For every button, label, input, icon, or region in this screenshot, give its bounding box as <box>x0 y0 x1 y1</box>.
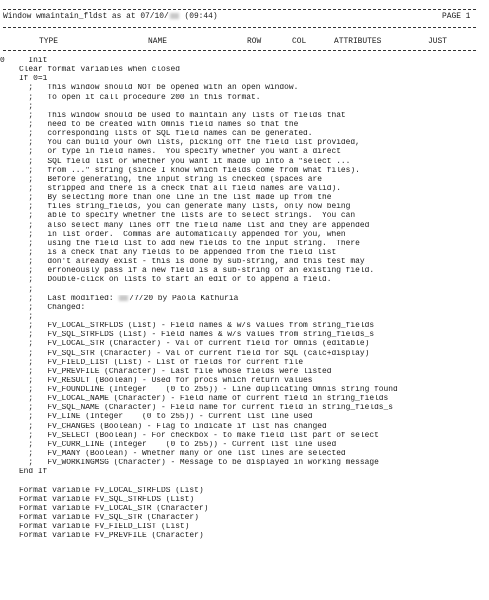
page-number: PAGE 1 <box>442 12 471 21</box>
code-line <box>0 286 489 295</box>
code-line <box>0 94 489 103</box>
code-line-text: ; is a check that any fields to be appended from the field list <box>0 248 337 257</box>
code-line-text: ; FV_LOCAL_STR (Character) - Val of current field for Omnis (editable) <box>0 340 370 349</box>
code-line <box>0 240 489 249</box>
code-line-text: ; stripped and there is a check that all field names are valid). <box>0 184 341 193</box>
code-listing <box>0 57 489 541</box>
code-line <box>0 176 489 185</box>
code-line-text: ; FV_CURR_LINE (Integer (0 to 255)) - Current list line used <box>0 440 337 449</box>
code-line-text: ; FV_SQL_STRFLDS (List) - Field names & w/s values from string_fields_s <box>0 331 375 340</box>
code-line-text: ; don't already exist - this is done by sub-string, and this test may <box>0 258 365 267</box>
code-line <box>0 158 489 167</box>
code-line-text: 0 Init <box>0 57 48 65</box>
code-line-text: ; FV_FIELD_LIST (List) - List of fields for current file <box>0 358 304 367</box>
code-line-text: ; FV_FOUNDLINE (Integer (0 to 255)) - Line duplicating Omnis string found <box>0 386 398 395</box>
code-line <box>0 212 489 221</box>
report-title-prefix: Window wmaintain_fldst as at 07/10/ <box>3 12 169 21</box>
code-line <box>0 523 489 532</box>
code-line <box>0 148 489 157</box>
code-line <box>0 423 489 432</box>
code-line-text: ; also select many lines off the field name list and they are appended <box>0 221 370 230</box>
report-title-suffix: (09:44) <box>179 12 218 21</box>
code-line-text: ; FV_CHANGES (Boolean) - Flag to indicate if list has changed <box>0 422 327 431</box>
code-line <box>0 231 489 240</box>
code-line <box>0 167 489 176</box>
code-line <box>0 295 489 304</box>
code-line <box>0 413 489 422</box>
code-line <box>0 468 489 477</box>
code-line-text: ; FV_SQL_STR (Character) - Val of current field for SQL (calc+display) <box>0 349 370 358</box>
column-header-row-label: ROW <box>247 37 262 46</box>
code-line <box>0 459 489 468</box>
code-line <box>0 313 489 322</box>
report-title-row <box>0 13 489 22</box>
code-line-text: ; corresponding lists of SQL field names can be generated. <box>0 130 313 139</box>
code-line-text: ; Changed: <box>0 303 86 312</box>
code-line <box>0 350 489 359</box>
code-line-text: ; This window should be used to maintain any lists of fields that <box>0 111 346 120</box>
top-rule <box>3 9 476 10</box>
code-line <box>0 386 489 395</box>
redacted-date-part <box>119 295 128 301</box>
code-line <box>0 249 489 258</box>
code-line <box>0 267 489 276</box>
code-line-text: Format variable FV_LOCAL_STR (Character) <box>0 504 209 513</box>
code-line-text: Format variable FV_PREVFILE (Character) <box>0 532 204 541</box>
code-line-text: ; <box>0 285 34 294</box>
code-line-text: Format variable FV_SQL_STRFLDS (List) <box>0 495 195 504</box>
code-line <box>0 276 489 285</box>
column-header-rule <box>3 50 476 51</box>
code-line-text: ; FV_LOCAL_STRFLDS (List) - Field names & w/s values from string_fields <box>0 322 375 331</box>
code-line-text: ; Double-click on lists to start an edit or to append a field. <box>0 276 332 285</box>
column-header-col: COL <box>292 37 307 46</box>
code-line-text: ; Before generating, the input string is checked (spaces are <box>0 175 322 184</box>
code-line <box>0 84 489 93</box>
code-line <box>0 322 489 331</box>
header-rule <box>3 27 476 28</box>
code-line-text: ; FV_WORKINGMSG (Character) - Message to be displayed in working message <box>0 459 379 468</box>
code-line-text: ; By selecting more than one line in the list made up from the <box>0 194 332 203</box>
code-line-text: ; <box>0 102 34 111</box>
code-line-text: Format variable FV_LOCAL_STRFLDS (List) <box>0 486 204 495</box>
report-title <box>3 13 218 22</box>
column-header-name: NAME <box>148 37 167 46</box>
code-line <box>0 304 489 313</box>
code-line <box>0 404 489 413</box>
code-line <box>0 359 489 368</box>
code-line-text: ; FV_SELECT (Boolean) - For checkbox - to make field list part of select <box>0 431 379 440</box>
code-line <box>0 340 489 349</box>
code-line <box>0 477 489 486</box>
code-line <box>0 432 489 441</box>
code-line-text: ; To open it call procedure 200 in this format. <box>0 93 261 102</box>
code-line <box>0 450 489 459</box>
code-line <box>0 66 489 75</box>
code-line <box>0 377 489 386</box>
code-line <box>0 395 489 404</box>
code-line-text: ; from ..." string (since I know which fields come from what files). <box>0 166 360 175</box>
code-line-text: Format variable FV_SQL_STR (Character) <box>0 514 199 523</box>
code-line-text: If 0=1 <box>0 75 48 84</box>
code-line-text: ; FV_LINE (Integer (0 to 255)) - Current list line used <box>0 413 313 422</box>
code-line-text: ; files string_fields, you can generate many lists, only now being <box>0 203 351 212</box>
column-header-row <box>0 38 489 47</box>
code-line <box>0 331 489 340</box>
code-line-text: ; FV_SQL_NAME (Character) - Field name for current field in string_fields_s <box>0 404 394 413</box>
code-line-text: Clear format variables when closed <box>0 66 180 75</box>
code-line <box>0 505 489 514</box>
code-line-text: ; need to be created with Omnis field names so that the <box>0 120 299 129</box>
column-header-type: TYPE <box>39 37 58 46</box>
code-line-text: ; This window should NOT be opened with an open window. <box>0 84 299 93</box>
code-line <box>0 130 489 139</box>
code-line <box>0 139 489 148</box>
code-line <box>0 496 489 505</box>
code-line-text: ; Last modified: <box>0 294 119 303</box>
code-line <box>0 203 489 212</box>
code-line <box>0 532 489 541</box>
code-line-text: ; FV_PREVFILE (Character) - Last file whose fields were listed <box>0 367 332 376</box>
code-line-text-after: /7/20 by Paola Kathuria <box>129 294 239 303</box>
code-line <box>0 121 489 130</box>
code-line-text: ; You can build your own lists, picking off the field list provided, <box>0 139 360 148</box>
code-line-text: End If <box>0 468 48 477</box>
code-line <box>0 112 489 121</box>
code-line-text: ; able to specify whether the lists are to select strings. You can <box>0 212 356 221</box>
code-line <box>0 487 489 496</box>
code-line-text: ; or type in field names. You specify whether you want a direct <box>0 148 341 157</box>
code-line <box>0 441 489 450</box>
redacted-date-part <box>170 13 179 19</box>
code-line-text: ; FV_LOCAL_NAME (Character) - Field name of current field in string_fields <box>0 395 389 404</box>
code-line <box>0 75 489 84</box>
code-line <box>0 258 489 267</box>
code-line <box>0 185 489 194</box>
code-line-text: ; <box>0 312 34 321</box>
code-line <box>0 368 489 377</box>
code-line-text: ; SQL field list or whether you want it made up into a "select ... <box>0 157 351 166</box>
column-header-attributes: ATTRIBUTES <box>334 37 382 46</box>
code-line-text: Format variable FV_FIELD_LIST (List) <box>0 523 190 532</box>
code-line-text: ; FV_MANY (Boolean) - Whether many or one list lines are selected <box>0 450 346 459</box>
code-line-text: ; erroneously pass if a new field is a sub-string of an existing field. <box>0 267 375 276</box>
code-line-text: ; in list order. Commas are automatically appended for you, when <box>0 230 346 239</box>
code-line <box>0 222 489 231</box>
code-line-text: ; using the field list to add new fields to the input string. There <box>0 239 360 248</box>
code-line <box>0 103 489 112</box>
code-line <box>0 57 489 66</box>
code-line <box>0 514 489 523</box>
column-header-just: JUST <box>428 37 447 46</box>
code-line-text: ; FV_RESULT (Boolean) - Used for procs which return values <box>0 376 313 385</box>
code-line <box>0 194 489 203</box>
